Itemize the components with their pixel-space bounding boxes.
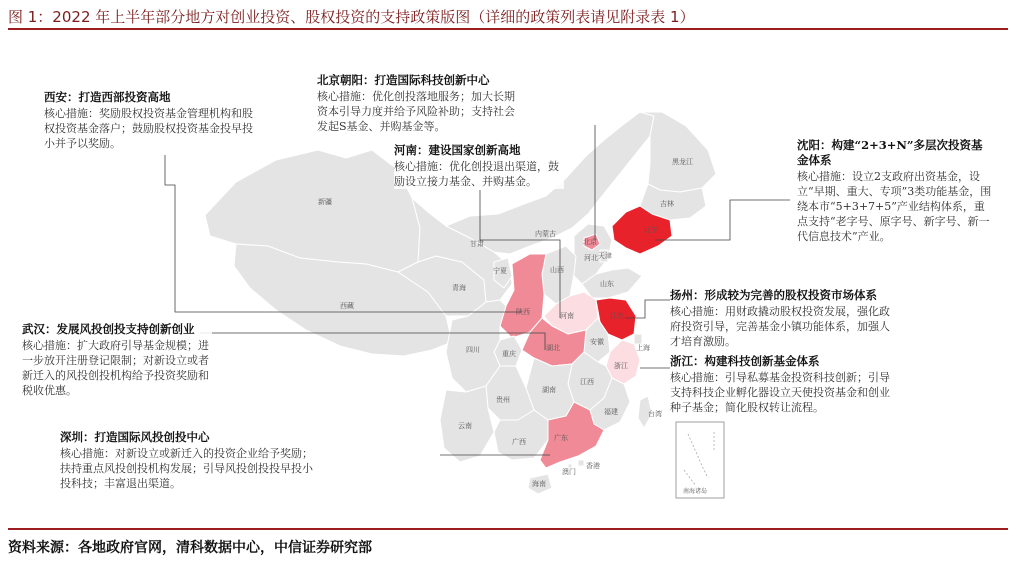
annotation-wuhan-body: 核心措施：扩大政府引导基金规模；进一步放开注册登记限制；对新设立或者新迁入的风投创投机构给予投资奖励和税收优惠。	[22, 339, 209, 397]
label-广东: 广东	[554, 434, 568, 442]
label-宁夏: 宁夏	[493, 267, 507, 275]
label-山西: 山西	[550, 266, 564, 274]
label-上海: 上海	[636, 344, 650, 352]
source-note: 资料来源：各地政府官网，清科数据中心，中信证券研究部	[8, 540, 372, 556]
label-天津: 天津	[598, 252, 612, 260]
annotation-xian-body: 核心措施：奖励股权投资基金管理机构和股权投资基金落户；鼓励股权投资基金投早投小并予以奖励。	[44, 107, 253, 150]
label-澳门: 澳门	[562, 468, 576, 476]
label-福建: 福建	[604, 408, 618, 416]
annotation-wuhan-head: 武汉：发展风投创投支持创新创业	[22, 322, 195, 336]
label-河北: 河北	[584, 254, 598, 262]
label-海南: 海南	[532, 480, 546, 488]
annotation-shenyang-body: 核心措施：设立2支政府出资基金，设立“早期、重大、专项”3类功能基金，围绕本市“5+3+7+5”产业结构体系，重点支持“老字号、原字号、新字号、新一代信息技术”产业。	[797, 170, 992, 243]
annotation-wuhan	[22, 322, 212, 398]
figure-title: 图 1：2022 年上半年部分地方对创业投资、股权投资的支持政策版图（详细的政策列表请见附录表 1）	[8, 8, 695, 26]
label-新疆: 新疆	[318, 198, 332, 206]
label-四川: 四川	[466, 346, 480, 354]
label-浙江: 浙江	[614, 362, 628, 370]
label-湖北: 湖北	[546, 344, 560, 352]
annotation-yangzhou-body: 核心措施：用财政撬动股权投资发展，强化政府投资引导，完善基金小镇功能体系，加强人才培育激励。	[670, 305, 890, 348]
annotation-zhejiang	[670, 354, 894, 415]
province-hongkong	[578, 460, 584, 466]
label-香港: 香港	[586, 462, 600, 470]
label-山东: 山东	[600, 280, 614, 288]
annotation-beijing-head: 北京朝阳：打造国际科技创新中心	[317, 73, 490, 87]
annotation-zhejiang-body: 核心措施：引导私募基金投资科技创新；引导支持科技企业孵化器设立天使投资基金和创业种子基金；简化股权转让流程。	[670, 371, 890, 414]
label-甘肃: 甘肃	[470, 240, 484, 248]
label-云南: 云南	[458, 422, 472, 430]
annotation-xian-head: 西安：打造西部投资高地	[44, 90, 171, 104]
label-河南: 河南	[560, 312, 574, 320]
annotation-yangzhou	[670, 288, 898, 349]
label-广西: 广西	[512, 438, 526, 446]
annotation-shenzhen-head: 深圳：打造国际风投创投中心	[60, 430, 210, 444]
label-湖南: 湖南	[542, 386, 556, 394]
annotation-henan	[394, 143, 564, 189]
label-黑龙江: 黑龙江	[672, 158, 693, 166]
annotation-yangzhou-head: 扬州：形成较为完善的股权投资市场体系	[670, 288, 877, 302]
label-青海: 青海	[452, 284, 466, 292]
annotation-henan-head: 河南：建设国家创新高地	[394, 143, 521, 157]
label-内蒙古: 内蒙古	[535, 230, 556, 238]
label-北京: 北京	[583, 238, 597, 246]
annotation-xian	[44, 90, 256, 151]
annotation-beijing-body: 核心措施：优化创投落地服务；加大长期资本引导力度并给予风险补助；支持社会发起S基金、并购基金等。	[317, 90, 515, 133]
label-重庆: 重庆	[502, 350, 516, 358]
annotation-shenzhen	[60, 430, 320, 491]
annotation-shenzhen-body: 核心措施：对新设立或新迁入的投资企业给予奖励；扶持重点风投创投机构发展；引导风投创投投早投小投科技；丰富退出渠道。	[60, 447, 313, 490]
annotation-shenyang	[797, 138, 993, 244]
south-china-sea-inset	[676, 422, 724, 498]
annotation-henan-body: 核心措施：优化创投退出渠道，鼓励设立接力基金、并购基金。	[394, 160, 559, 188]
label-吉林: 吉林	[660, 200, 674, 208]
label-辽宁: 辽宁	[644, 226, 658, 234]
label-江苏: 江苏	[610, 312, 624, 320]
label-陕西: 陕西	[516, 308, 530, 316]
province-shanghai	[634, 334, 642, 344]
label-江西: 江西	[580, 378, 594, 386]
label-贵州: 贵州	[496, 396, 510, 404]
source-rule	[8, 528, 1008, 530]
label-西藏: 西藏	[340, 302, 354, 310]
annotation-zhejiang-head: 浙江：构建科技创新基金体系	[670, 354, 820, 368]
annotation-beijing	[317, 73, 515, 134]
label-安徽: 安徽	[590, 338, 604, 346]
annotation-shenyang-head: 沈阳：构建“2+3+N”多层次投资基金体系	[797, 138, 983, 167]
label-台湾: 台湾	[648, 410, 662, 418]
inset-label: 南海诸岛	[683, 488, 708, 495]
